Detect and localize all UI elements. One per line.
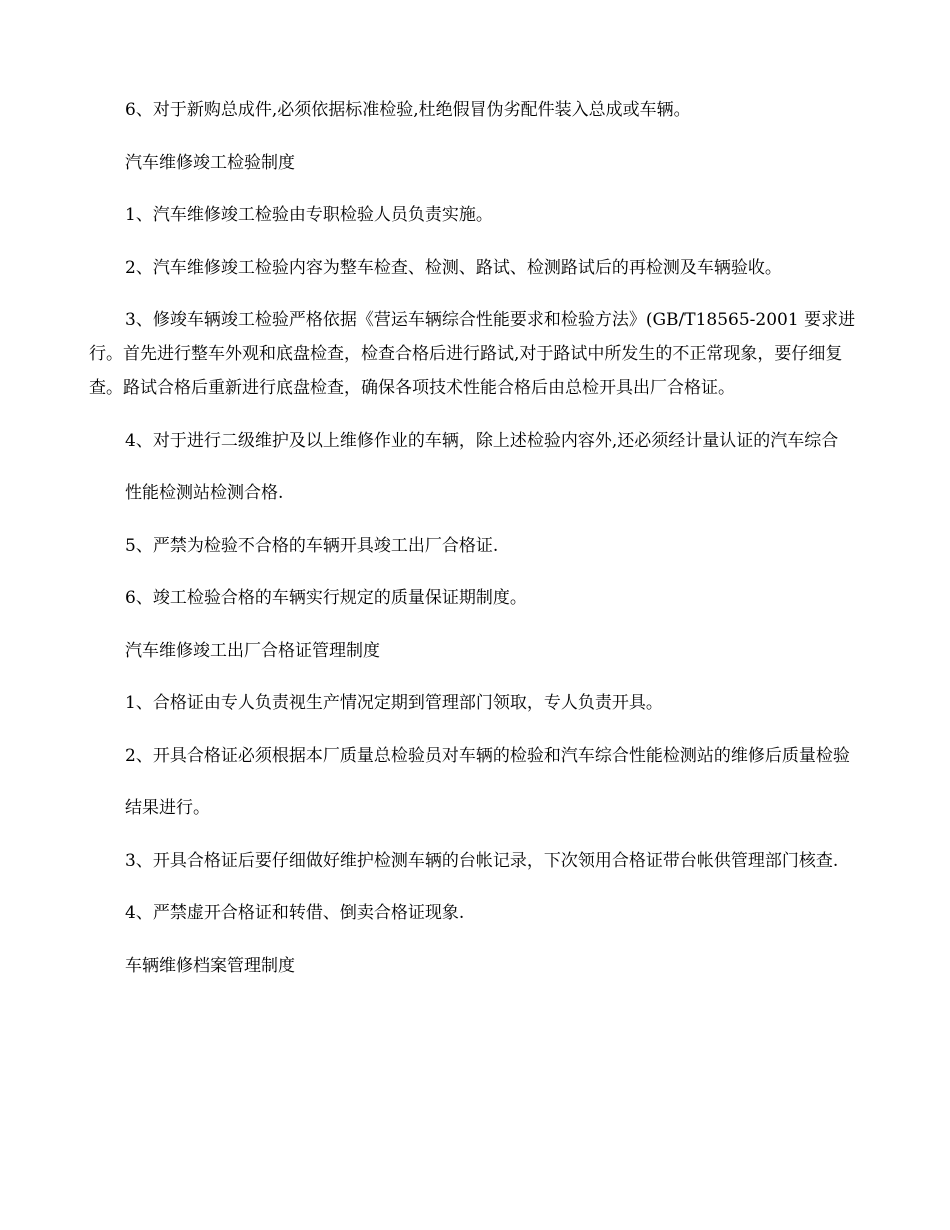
paragraph-certificate-2-continued: 结果进行。 [125, 798, 210, 818]
paragraph-completion-2: 2、汽车维修竣工检验内容为整车检查、检测、路试、检测路试后的再检测及车辆验收。 [125, 257, 782, 278]
paragraph-completion-4-continued: 性能检测站检测合格. [125, 483, 284, 503]
document-body [89, 93, 866, 1001]
paragraph-completion-3: 3、修竣车辆竣工检验严格依据《营运车辆综合性能要求和检验方法》(GB/T18565-2001 要求进行。首先进行整车外观和底盘检查，检查合格后进行路试,对于路试中所发生的不正常现象，要仔细复查。路试合格后重新进行底盘检查，确保各项技术性能合格后由总检开具出厂合格证。 [89, 310, 856, 398]
paragraph-certificate-3: 3、开具合格证后要仔细做好维护检测车辆的台帐记录，下次领用合格证带台帐供管理部门核查. [125, 850, 839, 871]
section-heading-certificate-management: 汽车维修竣工出厂合格证管理制度 [125, 640, 380, 661]
paragraph-new-parts-inspection: 6、对于新购总成件,必须依据标准检验,杜绝假冒伪劣配件装入总成或车辆。 [125, 100, 691, 120]
paragraph-certificate-1: 1、合格证由专人负责视生产情况定期到管理部门领取，专人负责开具。 [125, 693, 663, 713]
paragraph-completion-4: 4、对于进行二级维护及以上维修作业的车辆，除上述检验内容外,还必须经计量认证的汽车综合 [125, 430, 839, 451]
paragraph-completion-6: 6、竣工检验合格的车辆实行规定的质量保证期制度。 [125, 588, 527, 608]
section-heading-completion-inspection: 汽车维修竣工检验制度 [125, 152, 295, 173]
paragraph-certificate-2: 2、开具合格证必须根据本厂质量总检验员对车辆的检验和汽车综合性能检测站的维修后质量检验 [125, 745, 850, 766]
paragraph-completion-5: 5、严禁为检验不合格的车辆开具竣工出厂合格证. [125, 535, 499, 556]
paragraph-certificate-4: 4、严禁虚开合格证和转借、倒卖合格证现象. [125, 903, 465, 923]
paragraph-completion-1: 1、汽车维修竣工检验由专职检验人员负责实施。 [125, 205, 493, 225]
section-heading-archive-management: 车辆维修档案管理制度 [125, 955, 295, 976]
